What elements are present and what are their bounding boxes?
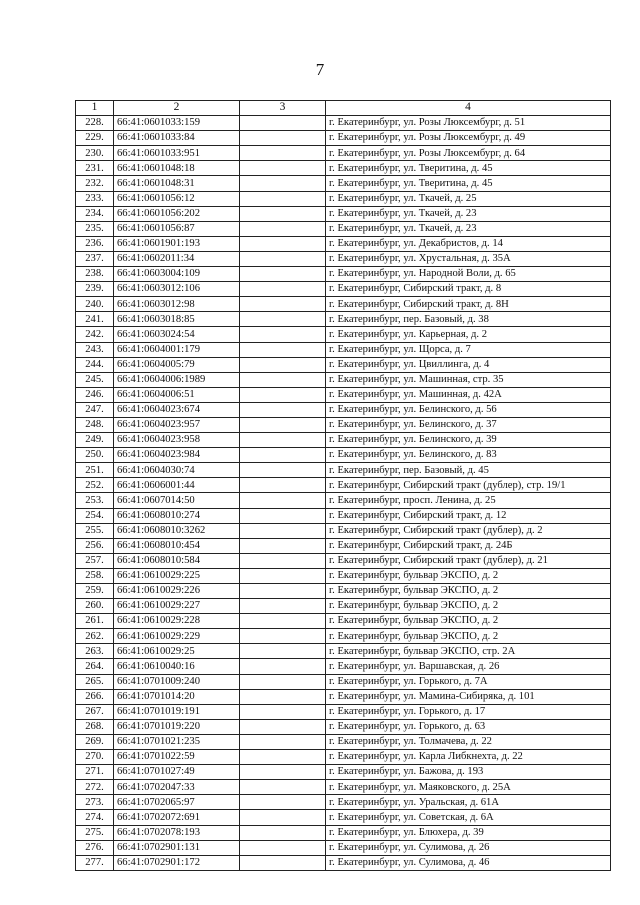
row-number-cell: 264. — [76, 659, 114, 674]
row-number-cell: 254. — [76, 508, 114, 523]
row-number-cell: 259. — [76, 584, 114, 599]
row-number-cell: 262. — [76, 629, 114, 644]
cadastral-number-cell: 66:41:0702047:33 — [114, 780, 240, 795]
address-cell: г. Екатеринбург, ул. Белинского, д. 83 — [326, 448, 611, 463]
row-number-cell: 237. — [76, 251, 114, 266]
empty-cell — [240, 584, 326, 599]
table-row — [76, 825, 611, 840]
cadastral-number-cell: 66:41:0701019:220 — [114, 719, 240, 734]
row-number-cell: 271. — [76, 765, 114, 780]
table-row — [76, 719, 611, 734]
row-number-cell: 260. — [76, 599, 114, 614]
table-row — [76, 493, 611, 508]
table-body — [76, 116, 611, 871]
cadastral-number-cell: 66:41:0603004:109 — [114, 267, 240, 282]
row-number-cell: 244. — [76, 357, 114, 372]
cadastral-number-cell: 66:41:0702078:193 — [114, 825, 240, 840]
table-row — [76, 161, 611, 176]
row-number-cell: 277. — [76, 855, 114, 870]
empty-cell — [240, 674, 326, 689]
row-number-cell: 273. — [76, 795, 114, 810]
row-number-cell: 248. — [76, 417, 114, 432]
table-row — [76, 221, 611, 236]
cadastral-number-cell: 66:41:0602011:34 — [114, 251, 240, 266]
column-header: 2 — [114, 101, 240, 116]
empty-cell — [240, 206, 326, 221]
cadastral-number-cell: 66:41:0701021:235 — [114, 734, 240, 749]
empty-cell — [240, 448, 326, 463]
cadastral-number-cell: 66:41:0603024:54 — [114, 327, 240, 342]
address-cell: г. Екатеринбург, Сибирский тракт, д. 8Н — [326, 297, 611, 312]
table-row — [76, 251, 611, 266]
table-row — [76, 387, 611, 402]
cadastral-number-cell: 66:41:0701027:49 — [114, 765, 240, 780]
cadastral-number-cell: 66:41:0610040:16 — [114, 659, 240, 674]
empty-cell — [240, 659, 326, 674]
cadastral-number-cell: 66:41:0608010:274 — [114, 508, 240, 523]
row-number-cell: 246. — [76, 387, 114, 402]
address-cell: г. Екатеринбург, ул. Тверитина, д. 45 — [326, 161, 611, 176]
table-row — [76, 448, 611, 463]
address-cell: г. Екатеринбург, ул. Машинная, стр. 35 — [326, 372, 611, 387]
address-cell: г. Екатеринбург, ул. Ткачей, д. 23 — [326, 206, 611, 221]
table-row — [76, 553, 611, 568]
address-cell: г. Екатеринбург, Сибирский тракт (дублер), д. 2 — [326, 523, 611, 538]
cadastral-number-cell: 66:41:0604006:1989 — [114, 372, 240, 387]
cadastral-number-cell: 66:41:0610029:228 — [114, 614, 240, 629]
row-number-cell: 261. — [76, 614, 114, 629]
address-cell: г. Екатеринбург, ул. Розы Люксембург, д. 51 — [326, 116, 611, 131]
empty-cell — [240, 780, 326, 795]
address-cell: г. Екатеринбург, Сибирский тракт, д. 24Б — [326, 538, 611, 553]
row-number-cell: 230. — [76, 146, 114, 161]
empty-cell — [240, 493, 326, 508]
row-number-cell: 239. — [76, 282, 114, 297]
row-number-cell: 250. — [76, 448, 114, 463]
address-cell: г. Екатеринбург, бульвар ЭКСПО, д. 2 — [326, 584, 611, 599]
table-row — [76, 780, 611, 795]
cadastral-number-cell: 66:41:0702901:172 — [114, 855, 240, 870]
table-row — [76, 297, 611, 312]
row-number-cell: 235. — [76, 221, 114, 236]
cadastral-number-cell: 66:41:0607014:50 — [114, 493, 240, 508]
cadastral-number-cell: 66:41:0601901:193 — [114, 236, 240, 251]
empty-cell — [240, 417, 326, 432]
table-row — [76, 523, 611, 538]
cadastral-number-cell: 66:41:0610029:25 — [114, 644, 240, 659]
address-cell: г. Екатеринбург, ул. Хрустальная, д. 35А — [326, 251, 611, 266]
row-number-cell: 252. — [76, 478, 114, 493]
table-row — [76, 327, 611, 342]
row-number-cell: 249. — [76, 433, 114, 448]
row-number-cell: 236. — [76, 236, 114, 251]
table-row — [76, 508, 611, 523]
empty-cell — [240, 538, 326, 553]
empty-cell — [240, 508, 326, 523]
empty-cell — [240, 599, 326, 614]
row-number-cell: 228. — [76, 116, 114, 131]
cadastral-number-cell: 66:41:0601048:31 — [114, 176, 240, 191]
address-cell: г. Екатеринбург, Сибирский тракт (дублер), стр. 19/1 — [326, 478, 611, 493]
address-cell: г. Екатеринбург, ул. Советская, д. 6А — [326, 810, 611, 825]
table-row — [76, 463, 611, 478]
cadastral-number-cell: 66:41:0604023:984 — [114, 448, 240, 463]
table-row — [76, 538, 611, 553]
address-cell: г. Екатеринбург, ул. Тверитина, д. 45 — [326, 176, 611, 191]
address-cell: г. Екатеринбург, ул. Маяковского, д. 25А — [326, 780, 611, 795]
table-row — [76, 176, 611, 191]
empty-cell — [240, 689, 326, 704]
cadastral-number-cell: 66:41:0608010:454 — [114, 538, 240, 553]
address-cell: г. Екатеринбург, ул. Розы Люксембург, д. 49 — [326, 131, 611, 146]
cadastral-number-cell: 66:41:0608010:584 — [114, 553, 240, 568]
row-number-cell: 229. — [76, 131, 114, 146]
table-row — [76, 312, 611, 327]
cadastral-number-cell: 66:41:0604023:674 — [114, 402, 240, 417]
address-cell: г. Екатеринбург, ул. Варшавская, д. 26 — [326, 659, 611, 674]
empty-cell — [240, 433, 326, 448]
address-cell: г. Екатеринбург, пер. Базовый, д. 38 — [326, 312, 611, 327]
empty-cell — [240, 734, 326, 749]
address-cell: г. Екатеринбург, просп. Ленина, д. 25 — [326, 493, 611, 508]
cadastral-number-cell: 66:41:0603012:98 — [114, 297, 240, 312]
address-cell: г. Екатеринбург, ул. Щорса, д. 7 — [326, 342, 611, 357]
cadastral-number-cell: 66:41:0601033:951 — [114, 146, 240, 161]
table-row — [76, 282, 611, 297]
table-row — [76, 568, 611, 583]
address-cell: г. Екатеринбург, ул. Карла Либкнехта, д. 22 — [326, 750, 611, 765]
page-number: 7 — [315, 60, 325, 79]
cadastral-number-cell: 66:41:0601056:202 — [114, 206, 240, 221]
empty-cell — [240, 387, 326, 402]
empty-cell — [240, 644, 326, 659]
table-row — [76, 659, 611, 674]
table-row — [76, 131, 611, 146]
table-row — [76, 372, 611, 387]
empty-cell — [240, 719, 326, 734]
table-row — [76, 478, 611, 493]
address-cell: г. Екатеринбург, ул. Горького, д. 63 — [326, 719, 611, 734]
table-row — [76, 236, 611, 251]
address-cell: г. Екатеринбург, ул. Белинского, д. 56 — [326, 402, 611, 417]
table-row — [76, 734, 611, 749]
row-number-cell: 233. — [76, 191, 114, 206]
empty-cell — [240, 614, 326, 629]
row-number-cell: 263. — [76, 644, 114, 659]
empty-cell — [240, 840, 326, 855]
table-row — [76, 750, 611, 765]
cadastral-number-cell: 66:41:0604023:958 — [114, 433, 240, 448]
empty-cell — [240, 312, 326, 327]
cadastral-number-cell: 66:41:0601033:159 — [114, 116, 240, 131]
row-number-cell: 270. — [76, 750, 114, 765]
cadastral-number-cell: 66:41:0702072:691 — [114, 810, 240, 825]
row-number-cell: 234. — [76, 206, 114, 221]
address-cell: г. Екатеринбург, ул. Цвиллинга, д. 4 — [326, 357, 611, 372]
address-cell: г. Екатеринбург, ул. Блюхера, д. 39 — [326, 825, 611, 840]
row-number-cell: 269. — [76, 734, 114, 749]
address-cell: г. Екатеринбург, ул. Уральская, д. 61А — [326, 795, 611, 810]
address-cell: г. Екатеринбург, бульвар ЭКСПО, стр. 2А — [326, 644, 611, 659]
row-number-cell: 257. — [76, 553, 114, 568]
empty-cell — [240, 795, 326, 810]
cadastral-number-cell: 66:41:0610029:227 — [114, 599, 240, 614]
address-cell: г. Екатеринбург, ул. Толмачева, д. 22 — [326, 734, 611, 749]
row-number-cell: 274. — [76, 810, 114, 825]
empty-cell — [240, 116, 326, 131]
cadastral-number-cell: 66:41:0702065:97 — [114, 795, 240, 810]
table-row — [76, 599, 611, 614]
table-row — [76, 810, 611, 825]
empty-cell — [240, 221, 326, 236]
table-row — [76, 402, 611, 417]
table-row — [76, 765, 611, 780]
address-cell: г. Екатеринбург, ул. Сулимова, д. 46 — [326, 855, 611, 870]
empty-cell — [240, 553, 326, 568]
table-row — [76, 191, 611, 206]
empty-cell — [240, 478, 326, 493]
row-number-cell: 268. — [76, 719, 114, 734]
cadastral-number-cell: 66:41:0604006:51 — [114, 387, 240, 402]
address-cell: г. Екатеринбург, ул. Горького, д. 7А — [326, 674, 611, 689]
empty-cell — [240, 810, 326, 825]
row-number-cell: 241. — [76, 312, 114, 327]
empty-cell — [240, 372, 326, 387]
address-cell: г. Екатеринбург, бульвар ЭКСПО, д. 2 — [326, 599, 611, 614]
address-cell: г. Екатеринбург, бульвар ЭКСПО, д. 2 — [326, 629, 611, 644]
cadastral-number-cell: 66:41:0608010:3262 — [114, 523, 240, 538]
empty-cell — [240, 568, 326, 583]
row-number-cell: 272. — [76, 780, 114, 795]
row-number-cell: 242. — [76, 327, 114, 342]
empty-cell — [240, 327, 326, 342]
table-row — [76, 795, 611, 810]
table-row — [76, 644, 611, 659]
cadastral-number-cell: 66:41:0604005:79 — [114, 357, 240, 372]
cadastral-number-cell: 66:41:0610029:226 — [114, 584, 240, 599]
address-cell: г. Екатеринбург, ул. Розы Люксембург, д. 64 — [326, 146, 611, 161]
table-row — [76, 357, 611, 372]
cadastral-number-cell: 66:41:0604001:179 — [114, 342, 240, 357]
row-number-cell: 258. — [76, 568, 114, 583]
empty-cell — [240, 402, 326, 417]
cadastral-number-cell: 66:41:0604030:74 — [114, 463, 240, 478]
row-number-cell: 245. — [76, 372, 114, 387]
address-cell: г. Екатеринбург, ул. Сулимова, д. 26 — [326, 840, 611, 855]
table-row — [76, 855, 611, 870]
cadastral-number-cell: 66:41:0601056:87 — [114, 221, 240, 236]
table-row — [76, 146, 611, 161]
cadastral-number-cell: 66:41:0601033:84 — [114, 131, 240, 146]
empty-cell — [240, 297, 326, 312]
address-cell: г. Екатеринбург, ул. Народной Воли, д. 65 — [326, 267, 611, 282]
address-cell: г. Екатеринбург, ул. Карьерная, д. 2 — [326, 327, 611, 342]
table-row — [76, 840, 611, 855]
row-number-cell: 253. — [76, 493, 114, 508]
cadastral-number-cell: 66:41:0701014:20 — [114, 689, 240, 704]
address-cell: г. Екатеринбург, Сибирский тракт, д. 8 — [326, 282, 611, 297]
cadastral-number-cell: 66:41:0604023:957 — [114, 417, 240, 432]
cadastral-number-cell: 66:41:0601056:12 — [114, 191, 240, 206]
table-row — [76, 267, 611, 282]
row-number-cell: 276. — [76, 840, 114, 855]
row-number-cell: 243. — [76, 342, 114, 357]
cadastral-number-cell: 66:41:0606001:44 — [114, 478, 240, 493]
row-number-cell: 247. — [76, 402, 114, 417]
empty-cell — [240, 267, 326, 282]
table-header-row — [76, 101, 611, 116]
empty-cell — [240, 629, 326, 644]
row-number-cell: 238. — [76, 267, 114, 282]
address-cell: г. Екатеринбург, ул. Ткачей, д. 25 — [326, 191, 611, 206]
table-row — [76, 674, 611, 689]
row-number-cell: 232. — [76, 176, 114, 191]
column-header: 3 — [240, 101, 326, 116]
table-row — [76, 342, 611, 357]
table-row — [76, 704, 611, 719]
address-cell: г. Екатеринбург, пер. Базовый, д. 45 — [326, 463, 611, 478]
cadastral-number-cell: 66:41:0702901:131 — [114, 840, 240, 855]
empty-cell — [240, 463, 326, 478]
cadastral-number-cell: 66:41:0603018:85 — [114, 312, 240, 327]
row-number-cell: 255. — [76, 523, 114, 538]
cadastral-number-cell: 66:41:0603012:106 — [114, 282, 240, 297]
table-row — [76, 433, 611, 448]
row-number-cell: 267. — [76, 704, 114, 719]
table-row — [76, 584, 611, 599]
empty-cell — [240, 523, 326, 538]
address-cell: г. Екатеринбург, ул. Ткачей, д. 23 — [326, 221, 611, 236]
empty-cell — [240, 236, 326, 251]
row-number-cell: 275. — [76, 825, 114, 840]
cadastral-number-cell: 66:41:0610029:225 — [114, 568, 240, 583]
row-number-cell: 240. — [76, 297, 114, 312]
table-row — [76, 206, 611, 221]
empty-cell — [240, 251, 326, 266]
table-row — [76, 629, 611, 644]
empty-cell — [240, 357, 326, 372]
address-cell: г. Екатеринбург, Сибирский тракт (дублер), д. 21 — [326, 553, 611, 568]
empty-cell — [240, 161, 326, 176]
property-table — [75, 100, 611, 871]
row-number-cell: 231. — [76, 161, 114, 176]
empty-cell — [240, 765, 326, 780]
address-cell: г. Екатеринбург, бульвар ЭКСПО, д. 2 — [326, 614, 611, 629]
column-header: 1 — [76, 101, 114, 116]
address-cell: г. Екатеринбург, ул. Декабристов, д. 14 — [326, 236, 611, 251]
column-header: 4 — [326, 101, 611, 116]
address-cell: г. Екатеринбург, ул. Машинная, д. 42А — [326, 387, 611, 402]
cadastral-number-cell: 66:41:0701019:191 — [114, 704, 240, 719]
cadastral-number-cell: 66:41:0610029:229 — [114, 629, 240, 644]
table-row — [76, 689, 611, 704]
row-number-cell: 256. — [76, 538, 114, 553]
cadastral-number-cell: 66:41:0701022:59 — [114, 750, 240, 765]
address-cell: г. Екатеринбург, Сибирский тракт, д. 12 — [326, 508, 611, 523]
empty-cell — [240, 282, 326, 297]
empty-cell — [240, 131, 326, 146]
empty-cell — [240, 342, 326, 357]
empty-cell — [240, 825, 326, 840]
table-row — [76, 614, 611, 629]
row-number-cell: 251. — [76, 463, 114, 478]
cadastral-number-cell: 66:41:0601048:18 — [114, 161, 240, 176]
address-cell: г. Екатеринбург, ул. Бажова, д. 193 — [326, 765, 611, 780]
cadastral-number-cell: 66:41:0701009:240 — [114, 674, 240, 689]
empty-cell — [240, 176, 326, 191]
table-row — [76, 116, 611, 131]
address-cell: г. Екатеринбург, ул. Горького, д. 17 — [326, 704, 611, 719]
empty-cell — [240, 750, 326, 765]
empty-cell — [240, 146, 326, 161]
address-cell: г. Екатеринбург, ул. Мамина-Сибиряка, д. 101 — [326, 689, 611, 704]
empty-cell — [240, 191, 326, 206]
address-cell: г. Екатеринбург, бульвар ЭКСПО, д. 2 — [326, 568, 611, 583]
empty-cell — [240, 855, 326, 870]
row-number-cell: 265. — [76, 674, 114, 689]
table-row — [76, 417, 611, 432]
address-cell: г. Екатеринбург, ул. Белинского, д. 37 — [326, 417, 611, 432]
empty-cell — [240, 704, 326, 719]
address-cell: г. Екатеринбург, ул. Белинского, д. 39 — [326, 433, 611, 448]
row-number-cell: 266. — [76, 689, 114, 704]
